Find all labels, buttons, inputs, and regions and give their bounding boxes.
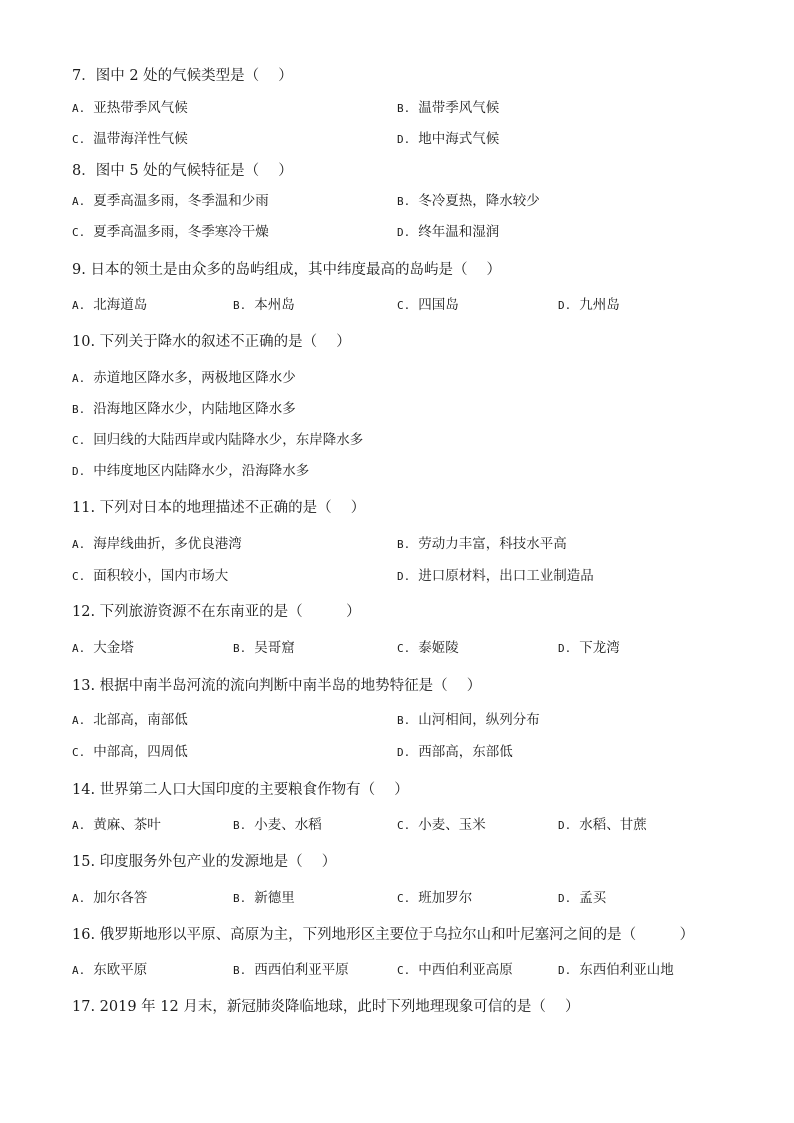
option-letter: C. — [397, 642, 411, 655]
option-letter: B. — [397, 714, 411, 727]
option-text: 北部高，南部低 — [93, 712, 188, 728]
answer-option — [72, 535, 242, 554]
answer-option — [397, 296, 459, 315]
option-letter: D. — [558, 299, 572, 312]
option-text: 吴哥窟 — [254, 640, 295, 656]
option-letter: A. — [72, 299, 86, 312]
option-text: 加尔各答 — [93, 890, 148, 906]
option-letter: A. — [72, 714, 86, 727]
question-stem: 14. 世界第二人口大国印度的主要粮食作物有（ ） — [72, 782, 409, 798]
option-letter: C. — [72, 570, 86, 583]
answer-option — [72, 639, 134, 658]
answer-option — [72, 99, 188, 118]
option-letter: C. — [72, 226, 86, 239]
answer-option — [72, 462, 309, 481]
answer-option — [72, 369, 296, 388]
answer-option — [72, 223, 269, 242]
option-letter: C. — [72, 133, 86, 146]
answer-option — [72, 743, 188, 762]
option-text: 沿海地区降水少，内陆地区降水多 — [93, 401, 296, 417]
question-stem: 7．图中 2 处的气候类型是（ ） — [72, 68, 293, 84]
answer-option — [72, 961, 147, 980]
answer-option — [233, 639, 295, 658]
option-text: 本州岛 — [254, 297, 295, 313]
answer-option — [72, 711, 188, 730]
option-text: 夏季高温多雨，冬季温和少雨 — [93, 193, 269, 209]
answer-option — [397, 711, 540, 730]
option-text: 温带季风气候 — [418, 100, 500, 116]
option-text: 回归线的大陆西岸或内陆降水少，东岸降水多 — [93, 432, 364, 448]
option-letter: A. — [72, 102, 86, 115]
answer-option — [397, 961, 513, 980]
option-text: 水稻、甘蔗 — [579, 817, 647, 833]
option-text: 小麦、玉米 — [418, 817, 486, 833]
option-letter: C. — [397, 964, 411, 977]
option-letter: C. — [72, 434, 86, 447]
answer-option — [72, 567, 228, 586]
option-letter: B. — [233, 642, 247, 655]
option-letter: B. — [397, 538, 411, 551]
option-text: 终年温和湿润 — [418, 224, 500, 240]
answer-option — [72, 431, 363, 450]
option-text: 山河相间，纵列分布 — [418, 712, 540, 728]
question-stem: 10. 下列关于降水的叙述不正确的是（ ） — [72, 334, 351, 350]
option-letter: B. — [397, 195, 411, 208]
option-text: 下龙湾 — [579, 640, 620, 656]
answer-option — [558, 889, 606, 908]
option-text: 中西伯利亚高原 — [418, 962, 513, 978]
option-text: 劳动力丰富，科技水平高 — [418, 536, 567, 552]
option-letter: D. — [558, 819, 572, 832]
question-stem: 17. 2019 年 12 月末，新冠肺炎降临地球，此时下列地理现象可信的是（ ） — [72, 999, 580, 1015]
answer-option — [397, 535, 567, 554]
answer-option — [72, 889, 147, 908]
option-letter: D. — [397, 746, 411, 759]
answer-option — [397, 192, 540, 211]
option-letter: B. — [233, 892, 247, 905]
option-text: 亚热带季风气候 — [93, 100, 188, 116]
option-letter: B. — [233, 819, 247, 832]
option-text: 冬冷夏热，降水较少 — [418, 193, 540, 209]
question-stem: 13. 根据中南半岛河流的流向判断中南半岛的地势特征是（ ） — [72, 678, 482, 694]
answer-option — [558, 639, 620, 658]
answer-option — [397, 889, 472, 908]
answer-option — [397, 99, 499, 118]
option-text: 中纬度地区内陆降水少，沿海降水多 — [93, 463, 310, 479]
answer-option — [397, 223, 499, 242]
answer-option — [397, 639, 459, 658]
option-letter: D. — [558, 642, 572, 655]
option-text: 温带海洋性气候 — [93, 131, 188, 147]
answer-option — [233, 889, 295, 908]
option-letter: D. — [397, 226, 411, 239]
option-letter: C. — [397, 892, 411, 905]
answer-option — [233, 961, 349, 980]
option-text: 赤道地区降水多，两极地区降水少 — [93, 370, 296, 386]
option-text: 进口原材料，出口工业制造品 — [418, 568, 594, 584]
option-letter: A. — [72, 964, 86, 977]
option-text: 新德里 — [254, 890, 295, 906]
answer-option — [233, 296, 295, 315]
option-letter: B. — [72, 403, 86, 416]
option-letter: D. — [558, 964, 572, 977]
option-letter: A. — [72, 642, 86, 655]
option-text: 海岸线曲折，多优良港湾 — [93, 536, 242, 552]
option-letter: C. — [397, 819, 411, 832]
option-letter: A. — [72, 538, 86, 551]
question-stem: 12. 下列旅游资源不在东南亚的是（ ） — [72, 604, 361, 620]
answer-option — [397, 130, 499, 149]
option-letter: B. — [233, 964, 247, 977]
option-letter: C. — [72, 746, 86, 759]
option-text: 西西伯利亚平原 — [254, 962, 349, 978]
answer-option — [233, 816, 322, 835]
option-letter: B. — [397, 102, 411, 115]
question-stem: 11. 下列对日本的地理描述不正确的是（ ） — [72, 500, 366, 516]
answer-option — [72, 816, 161, 835]
question-stem: 15. 印度服务外包产业的发源地是（ ） — [72, 854, 337, 870]
option-text: 夏季高温多雨，冬季寒冷干燥 — [93, 224, 269, 240]
answer-option — [72, 130, 188, 149]
answer-option — [72, 400, 296, 419]
answer-option — [397, 816, 486, 835]
option-text: 中部高，四周低 — [93, 744, 188, 760]
option-letter: A. — [72, 892, 86, 905]
answer-option — [72, 296, 147, 315]
answer-option — [72, 192, 269, 211]
option-text: 面积较小，国内市场大 — [93, 568, 229, 584]
option-text: 东西伯利亚山地 — [579, 962, 674, 978]
option-letter: C. — [397, 299, 411, 312]
option-letter: D. — [397, 570, 411, 583]
question-stem: 16. 俄罗斯地形以平原、高原为主，下列地形区主要位于乌拉尔山和叶尼塞河之间的是（ ） — [72, 927, 695, 943]
option-letter: B. — [233, 299, 247, 312]
option-text: 小麦、水稻 — [254, 817, 322, 833]
option-text: 黄麻、茶叶 — [93, 817, 161, 833]
option-letter: D. — [72, 465, 86, 478]
option-text: 西部高，东部低 — [418, 744, 513, 760]
option-letter: A. — [72, 195, 86, 208]
answer-option — [397, 567, 594, 586]
option-text: 泰姬陵 — [418, 640, 459, 656]
option-text: 九州岛 — [579, 297, 620, 313]
answer-option — [558, 816, 647, 835]
option-letter: A. — [72, 372, 86, 385]
option-text: 四国岛 — [418, 297, 459, 313]
option-letter: D. — [397, 133, 411, 146]
option-letter: A. — [72, 819, 86, 832]
option-text: 大金塔 — [93, 640, 134, 656]
question-stem: 9. 日本的领土是由众多的岛屿组成，其中纬度最高的岛屿是（ ） — [72, 262, 502, 278]
answer-option — [397, 743, 513, 762]
option-text: 东欧平原 — [93, 962, 148, 978]
option-text: 班加罗尔 — [418, 890, 473, 906]
option-text: 孟买 — [579, 890, 607, 906]
option-text: 地中海式气候 — [418, 131, 500, 147]
option-letter: D. — [558, 892, 572, 905]
question-stem: 8．图中 5 处的气候特征是（ ） — [72, 163, 293, 179]
option-text: 北海道岛 — [93, 297, 148, 313]
answer-option — [558, 961, 674, 980]
answer-option — [558, 296, 620, 315]
